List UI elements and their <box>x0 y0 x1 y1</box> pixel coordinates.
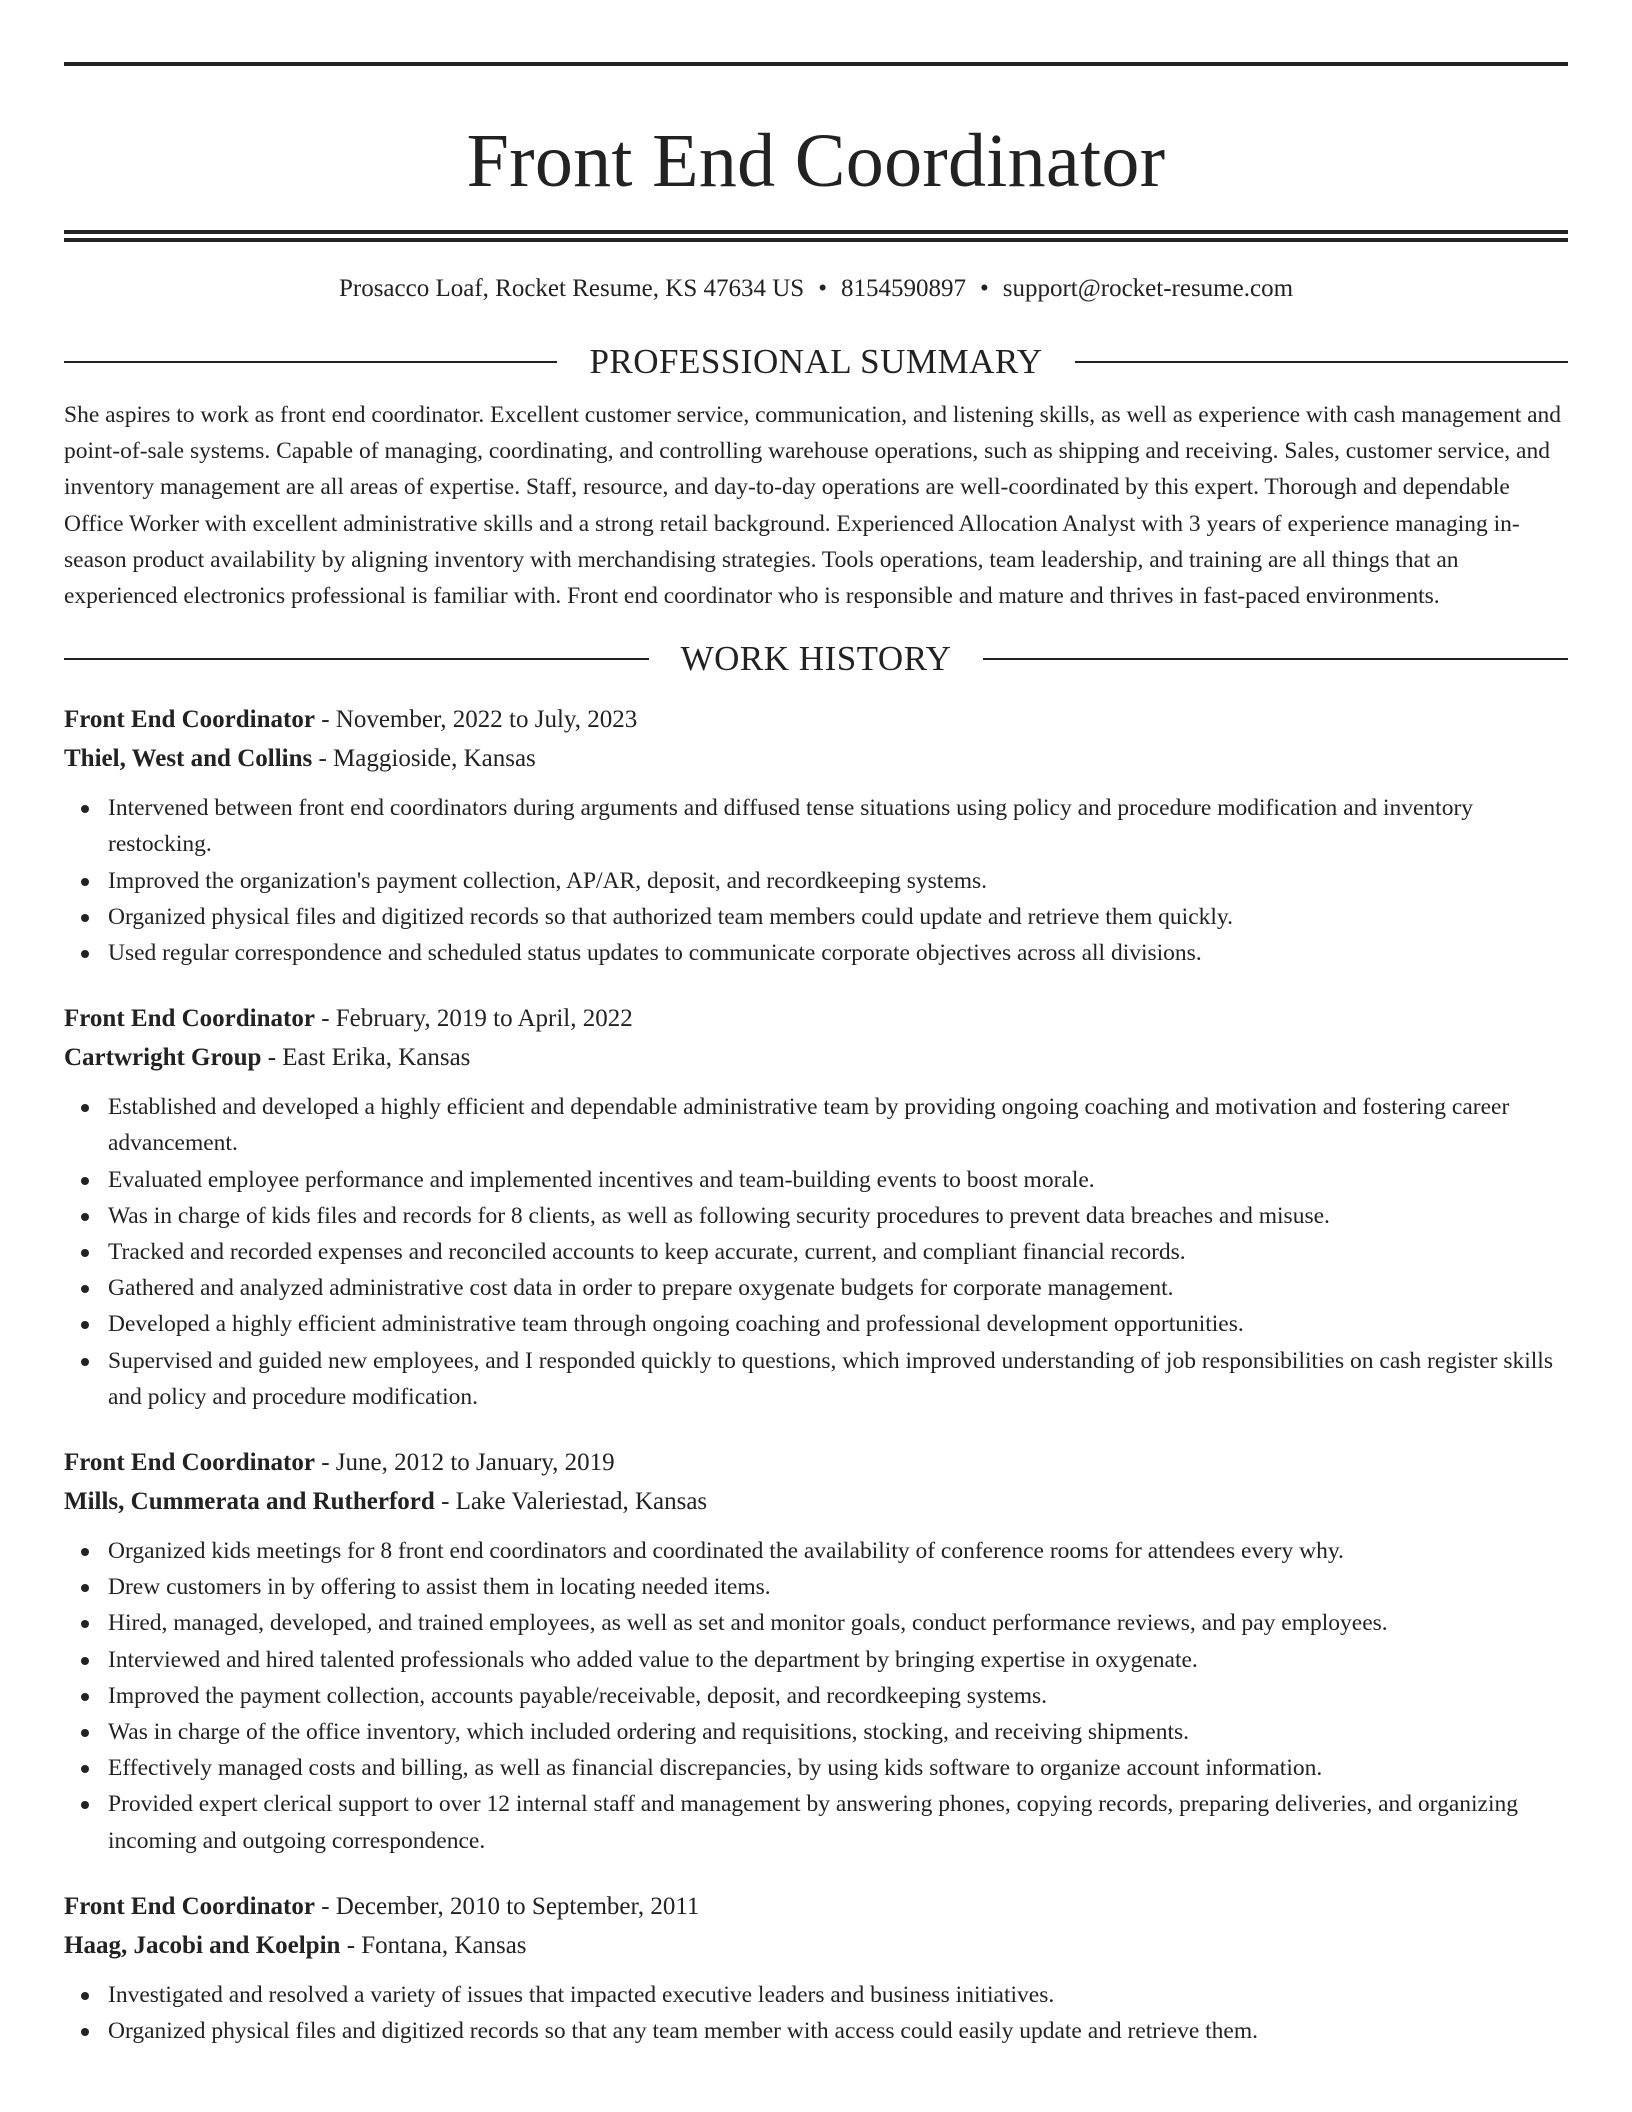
job-bullet-item: Was in charge of the office inventory, which included ordering and requisitions, stocking, and receiving shipments. <box>108 1714 1568 1750</box>
job-bullet-list <box>64 790 1568 971</box>
job-title-line <box>64 1887 1568 1926</box>
job-bullet-item: Tracked and recorded expenses and reconciled accounts to keep accurate, current, and compliant financial records. <box>108 1234 1568 1270</box>
top-rule <box>64 62 1568 66</box>
work-history-heading-label: WORK HISTORY <box>680 639 952 679</box>
job-entry <box>64 1443 1568 1859</box>
job-location: - Lake Valeriestad, Kansas <box>434 1488 708 1516</box>
job-entry <box>64 999 1568 1415</box>
resume-title: Front End Coordinator <box>466 119 1166 203</box>
job-title: Front End Coordinator <box>64 1005 315 1033</box>
job-bullet-list <box>64 1089 1568 1415</box>
job-bullet-item: Effectively managed costs and billing, as well as financial discrepancies, by using kids software to organize account information. <box>108 1750 1568 1786</box>
job-bullet-item: Drew customers in by offering to assist them in locating needed items. <box>108 1569 1568 1605</box>
job-list <box>64 700 1568 2049</box>
job-company: Mills, Cummerata and Rutherford <box>64 1488 435 1516</box>
job-bullet-item: Used regular correspondence and scheduled status updates to communicate corporate objectives across all divisions. <box>108 935 1568 971</box>
job-bullet-item: Organized physical files and digitized records so that any team member with access could easily update and retrieve them. <box>108 2013 1568 2049</box>
job-dates: - November, 2022 to July, 2023 <box>314 706 638 734</box>
job-bullet-item: Organized physical files and digitized records so that authorized team members could update and retrieve them quickly. <box>108 899 1568 935</box>
job-title-line <box>64 999 1568 1038</box>
job-bullet-item: Evaluated employee performance and implemented incentives and team-building events to boost morale. <box>108 1162 1568 1198</box>
job-company: Thiel, West and Collins <box>64 745 313 773</box>
job-company-line <box>64 1038 1568 1077</box>
job-location: - Maggioside, Kansas <box>312 745 536 773</box>
summary-heading-label: PROFESSIONAL SUMMARY <box>589 342 1043 381</box>
job-bullet-item: Gathered and analyzed administrative cost data in order to prepare oxygenate budgets for corporate management. <box>108 1270 1568 1306</box>
heading-rule-left <box>64 361 557 363</box>
job-dates: - February, 2019 to April, 2022 <box>314 1005 633 1033</box>
contact-separator: • <box>979 275 989 302</box>
job-entry <box>64 700 1568 971</box>
job-bullet-item: Interviewed and hired talented professionals who added value to the department by bringing expertise in oxygenate. <box>108 1642 1568 1678</box>
contact-phone: 8154590897 <box>840 275 966 302</box>
contact-separator: • <box>818 275 827 302</box>
job-bullet-item: Improved the payment collection, accounts payable/receivable, deposit, and recordkeeping systems. <box>108 1678 1568 1714</box>
job-bullet-list <box>64 1977 1568 2049</box>
job-bullet-item: Provided expert clerical support to over 12 internal staff and management by answering phones, copying records, preparing deliveries, and organizing incoming and outgoing correspondence. <box>108 1786 1568 1858</box>
heading-rule-left <box>64 658 649 660</box>
job-bullet-item: Was in charge of kids files and records for 8 clients, as well as following security procedures to prevent data breaches and misuse. <box>108 1198 1568 1234</box>
job-company-line <box>64 1482 1568 1521</box>
job-title: Front End Coordinator <box>64 1892 315 1920</box>
job-bullet-item: Organized kids meetings for 8 front end coordinators and coordinated the availability of conference rooms for attendees every why. <box>108 1533 1568 1569</box>
heading-rule-right <box>1075 361 1568 363</box>
job-bullet-item: Supervised and guided new employees, and I responded quickly to questions, which improved understanding of job responsibilities on cash register skills and policy and procedure modification. <box>108 1343 1568 1415</box>
job-bullet-item: Hired, managed, developed, and trained employees, as well as set and monitor goals, conduct performance reviews, and pay employees. <box>108 1605 1568 1641</box>
job-title-line <box>64 1443 1568 1482</box>
summary-section-heading <box>64 341 1568 383</box>
heading-rule-right <box>983 658 1568 660</box>
contact-address: Prosacco Loaf, Rocket Resume, KS 47634 US <box>338 275 805 302</box>
title-double-rule <box>64 230 1568 242</box>
job-dates: - June, 2012 to January, 2019 <box>314 1449 615 1477</box>
job-title: Front End Coordinator <box>64 706 315 734</box>
job-dates: - December, 2010 to September, 2011 <box>314 1892 700 1920</box>
job-company-line <box>64 739 1568 778</box>
job-company-line <box>64 1926 1568 1965</box>
job-bullet-item: Investigated and resolved a variety of issues that impacted executive leaders and business initiatives. <box>108 1977 1568 2013</box>
job-bullet-list <box>64 1533 1568 1859</box>
job-company: Cartwright Group <box>64 1044 262 1072</box>
job-bullet-item: Intervened between front end coordinators during arguments and diffused tense situations using policy and procedure modification and inventory restocking. <box>108 790 1568 862</box>
job-location: - Fontana, Kansas <box>340 1931 527 1959</box>
job-company: Haag, Jacobi and Koelpin <box>64 1931 341 1959</box>
job-title-line <box>64 700 1568 739</box>
summary-text: She aspires to work as front end coordinator. Excellent customer service, communication, and listening skills, as well as experience with cash management and point-of-sale systems. Capable of managing, coordinating, and controlling warehouse operations, such as shipping and receiving. Sales, customer service, and inventory management are all areas of expertise. Staff, resource, and day-to-day operations are well-coordinated by this expert. Thorough and dependable Office Worker with excellent administrative skills and a strong retail background. Experienced Allocation Analyst with 3 years of experience managing in-season product availability by aligning inventory with merchandising strategies. Tools operations, team leadership, and training are all things that an experienced electronics professional is familiar with. Front end coordinator who is responsible and mature and thrives in fast-paced environments. <box>64 402 1562 610</box>
job-bullet-item: Established and developed a highly efficient and dependable administrative team by providing ongoing coaching and motivation and fostering career advancement. <box>108 1089 1568 1161</box>
job-title: Front End Coordinator <box>64 1449 315 1477</box>
job-bullet-item: Improved the organization's payment collection, AP/AR, deposit, and recordkeeping systems. <box>108 863 1568 899</box>
contact-email: support@rocket-resume.com <box>1002 275 1294 302</box>
job-entry <box>64 1887 1568 2049</box>
job-bullet-item: Developed a highly efficient administrative team through ongoing coaching and professional development opportunities. <box>108 1306 1568 1342</box>
contact-line <box>64 273 1568 305</box>
work-history-section-heading <box>64 638 1568 680</box>
job-location: - East Erika, Kansas <box>261 1044 471 1072</box>
